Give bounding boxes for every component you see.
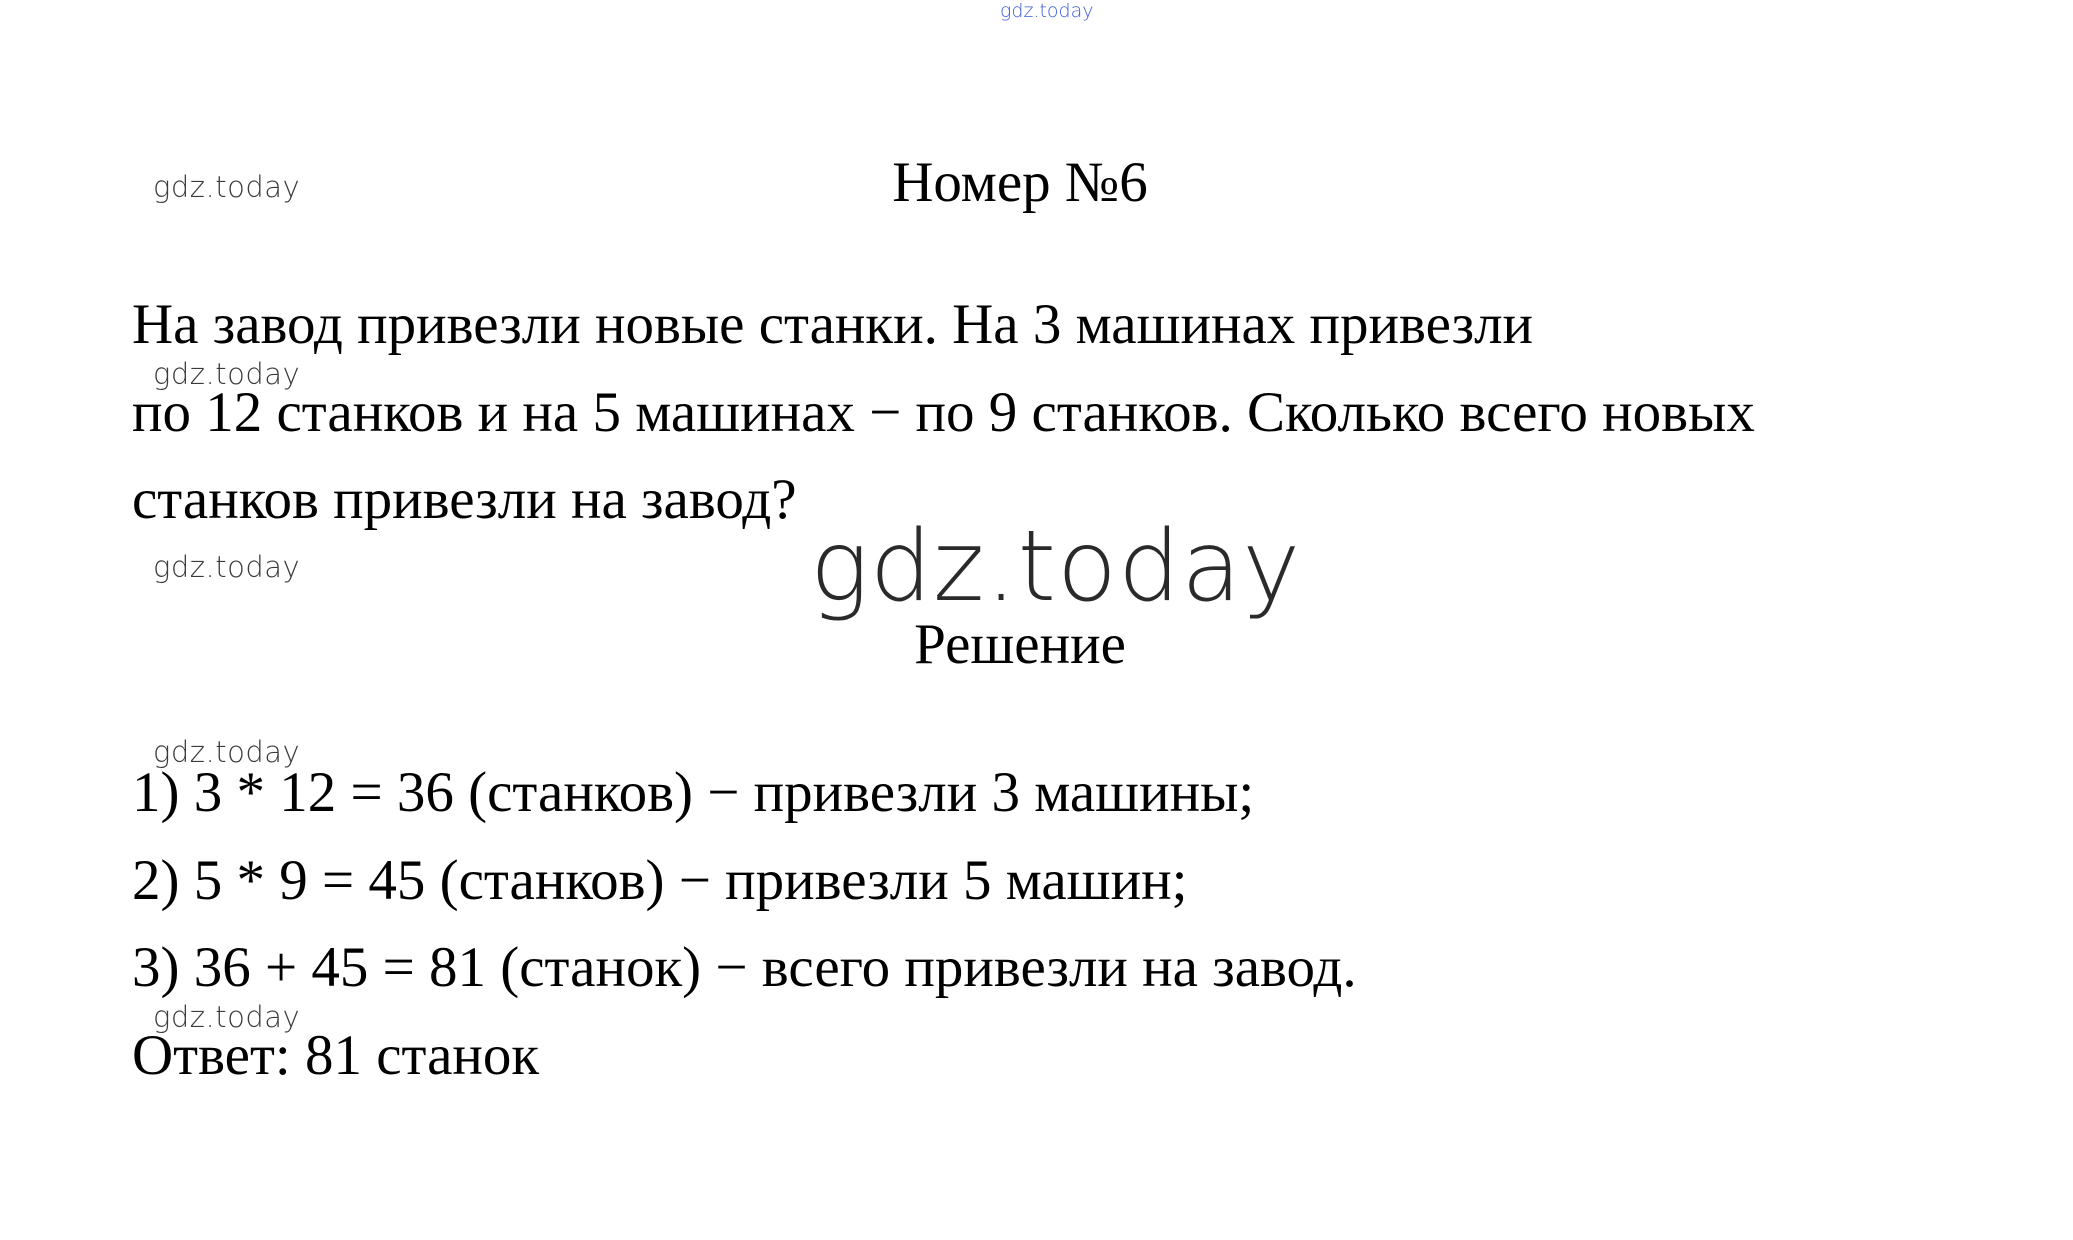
watermark-side: gdz.today <box>153 1000 301 1034</box>
solution-step-2: 2) 5 * 9 = 45 (станков) − привезли 5 машин; <box>132 849 1188 912</box>
answer-line: Ответ: 81 станок <box>132 1024 540 1087</box>
watermark-side: gdz.today <box>153 550 301 584</box>
watermark-side: gdz.today <box>153 735 301 769</box>
problem-line-2: по 12 станков и на 5 машинах − по 9 станков. Сколько всего новых <box>132 381 1755 444</box>
solution-step-1: 1) 3 * 12 = 36 (станков) − привезли 3 машины; <box>132 761 1255 824</box>
solution-heading: Решение <box>914 613 1126 676</box>
watermark-side: gdz.today <box>153 170 301 204</box>
watermark-side: gdz.today <box>153 357 301 391</box>
problem-line-1: На завод привезли новые станки. На 3 машинах привезли <box>132 293 1534 356</box>
problem-line-3: станков привезли на завод? <box>132 468 797 531</box>
solution-step-3: 3) 36 + 45 = 81 (станок) − всего привезли на завод. <box>132 936 1357 999</box>
page-title: Номер №6 <box>892 151 1148 214</box>
watermark-center: gdz.today <box>810 510 1302 624</box>
watermark-top: gdz.today <box>1000 0 1094 22</box>
